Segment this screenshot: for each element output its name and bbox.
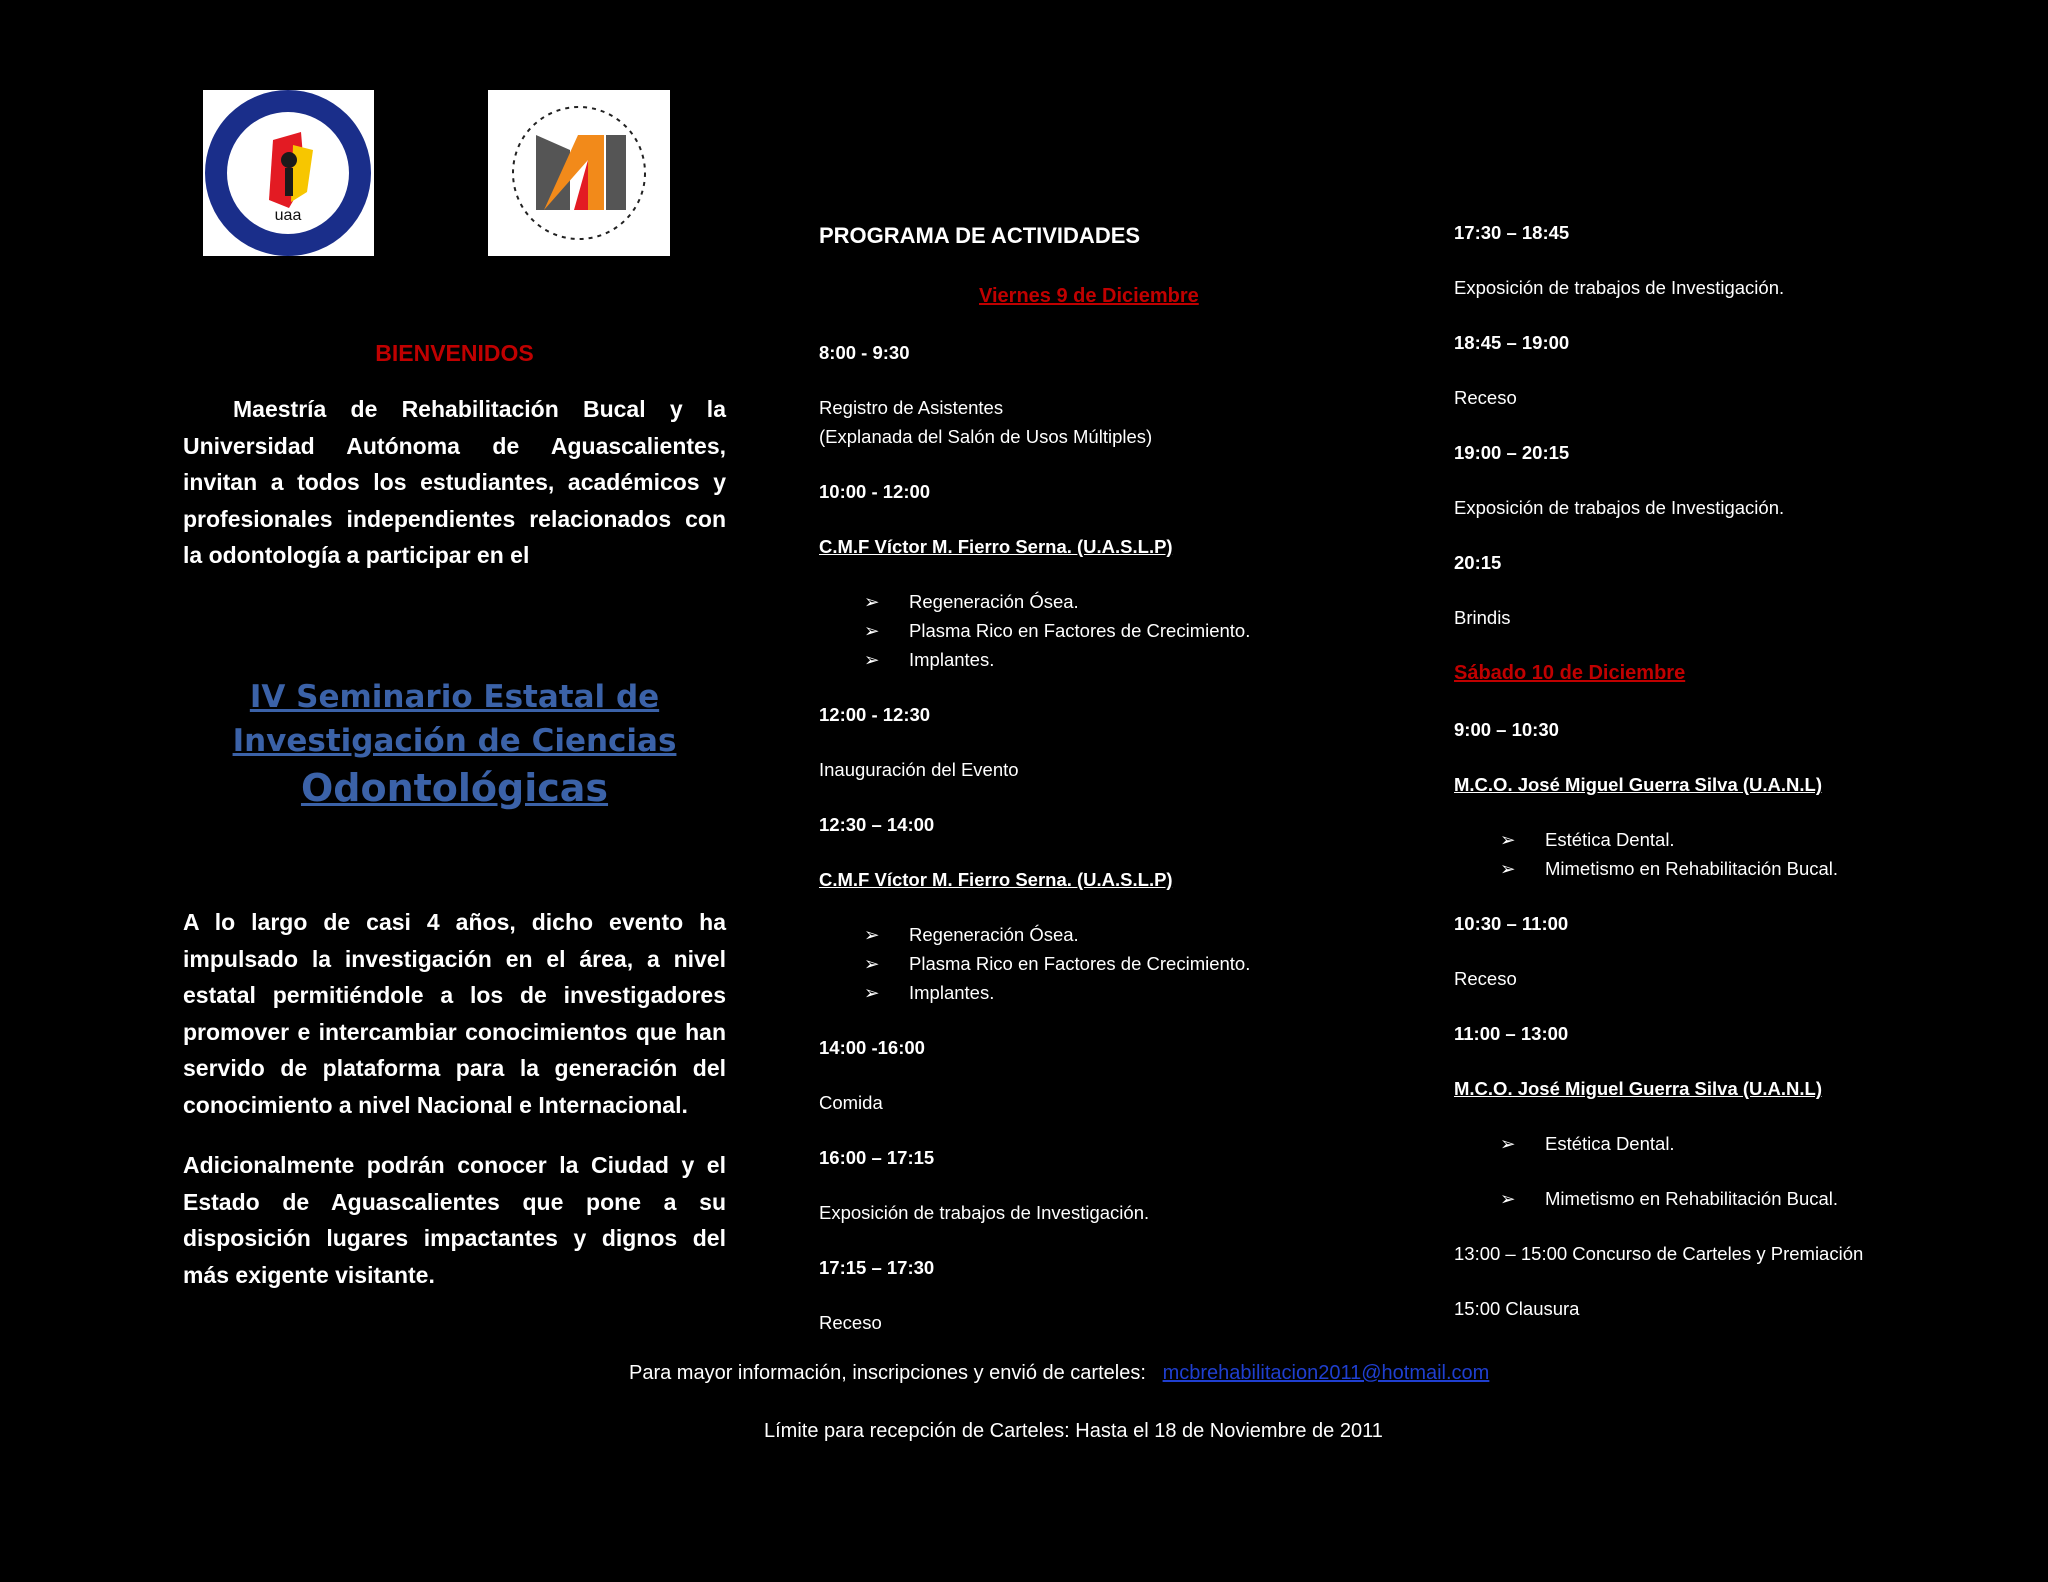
friday-date: Viernes 9 de Diciembre [979,285,1199,307]
program-title: PROGRAMA DE ACTIVIDADES [819,223,1141,248]
description-section [183,904,726,1293]
time-slot: 17:15 – 17:30 [819,1257,935,1278]
activity: Registro de Asistentes [819,397,1004,418]
activity: Exposición de trabajos de Investigación. [1454,277,1785,298]
deadline-text: Límite para recepción de Carteles: Hasta el 18 de Noviembre de 2011 [764,1420,1383,1442]
arrow-bullet-icon: ➢ [1500,829,1516,850]
topic-item: ➢ Implantes. [864,646,994,674]
time-slot: 14:00 -16:00 [819,1037,925,1058]
arrow-bullet-icon: ➢ [864,982,880,1003]
time-slot: 12:30 – 14:00 [819,814,935,835]
arrow-bullet-icon: ➢ [1500,1133,1516,1154]
maestria-logo [203,90,374,256]
time-slot: 8:00 - 9:30 [819,342,910,363]
history-paragraph: A lo largo de casi 4 años, dicho evento ha impulsado la investigación en el área, a nivel estatal permitiéndole a los de investigadores promover e intercambiar conocimientos que han servido de plataforma para la generación del conocimiento a nivel Nacional e Internacional. [183,909,726,1118]
topic-item: ➢ Plasma Rico en Factores de Crecimiento. [864,617,1250,645]
arrow-bullet-icon: ➢ [864,924,880,945]
activity: Inauguración del Evento [819,759,1019,780]
intro-paragraph: Maestría de Rehabilitación Bucal y la Universidad Autónoma de Aguascalientes, invitan a todos los estudiantes, académicos y profesionales independientes relacionados con la odontología a participar en el [183,396,726,568]
welcome-heading: BIENVENIDOS [375,340,534,366]
activity: Exposición de trabajos de Investigación. [819,1202,1150,1223]
activity: Receso [819,1312,882,1333]
topic-item: ➢ Regeneración Ósea. [864,588,1079,616]
topic-item: ➢ Mimetismo en Rehabilitación Bucal. [1500,1185,1838,1213]
arrow-bullet-icon: ➢ [864,953,880,974]
topic-item: ➢ Implantes. [864,979,994,1007]
speaker: C.M.F Víctor M. Fierro Serna. (U.A.S.L.P) [819,869,1173,890]
svg-text:uaa: uaa [274,207,302,224]
time-slot: 9:00 – 10:30 [1454,719,1559,740]
email-link[interactable]: mcbrehabilitacion2011@hotmail.com [1162,1362,1490,1384]
arrow-bullet-icon: ➢ [864,620,880,641]
seminar-title-line3: Odontológicas [300,766,609,810]
time-slot: 16:00 – 17:15 [819,1147,935,1168]
intro-section [183,340,726,574]
time-slot: 17:30 – 18:45 [1454,222,1570,243]
arrow-bullet-icon: ➢ [1500,858,1516,879]
time-slot: 20:15 [1454,552,1502,573]
time-slot: 10:00 - 12:00 [819,481,931,502]
seminar-title-line2: Investigación de Ciencias [232,723,677,759]
saturday-date: Sábado 10 de Diciembre [1454,662,1686,684]
seminar-title [183,675,726,813]
activity: Receso [1454,968,1517,989]
activity: Exposición de trabajos de Investigación. [1454,497,1785,518]
activity: Comida [819,1092,883,1113]
speaker: M.C.O. José Miguel Guerra Silva (U.A.N.L) [1454,1078,1823,1099]
arrow-bullet-icon: ➢ [864,591,880,612]
seminar-title-line1: IV Seminario Estatal de [249,679,660,715]
arrow-bullet-icon: ➢ [864,649,880,670]
activity: Brindis [1454,607,1511,628]
activity: 13:00 – 15:00 Concurso de Carteles y Premiación [1454,1243,1864,1264]
time-slot: 18:45 – 19:00 [1454,332,1570,353]
time-slot: 11:00 – 13:00 [1454,1023,1569,1044]
topic-item: ➢ Estética Dental. [1500,826,1675,854]
time-slot: 10:30 – 11:00 [1454,913,1569,934]
time-slot: 19:00 – 20:15 [1454,442,1570,463]
speaker: C.M.F Víctor M. Fierro Serna. (U.A.S.L.P) [819,536,1173,557]
speaker: M.C.O. José Miguel Guerra Silva (U.A.N.L) [1454,774,1823,795]
arrow-bullet-icon: ➢ [1500,1188,1516,1209]
uaa-logo [488,90,670,256]
topic-item: ➢ Mimetismo en Rehabilitación Bucal. [1500,855,1838,883]
time-slot: 12:00 - 12:30 [819,704,931,725]
topic-item: ➢ Plasma Rico en Factores de Crecimiento. [864,950,1250,978]
activity: (Explanada del Salón de Usos Múltiples) [819,426,1153,447]
contact-line [629,1362,1489,1385]
topic-item: ➢ Estética Dental. [1500,1130,1675,1158]
activity: 15:00 Clausura [1454,1298,1580,1319]
contact-text: Para mayor información, inscripciones y envió de carteles: [629,1362,1146,1384]
visit-paragraph: Adicionalmente podrán conocer la Ciudad y el Estado de Aguascalientes que pone a su disposición lugares impactantes y dignos del más exigente visitante. [183,1152,726,1288]
topic-item: ➢ Regeneración Ósea. [864,921,1079,949]
activity: Receso [1454,387,1517,408]
